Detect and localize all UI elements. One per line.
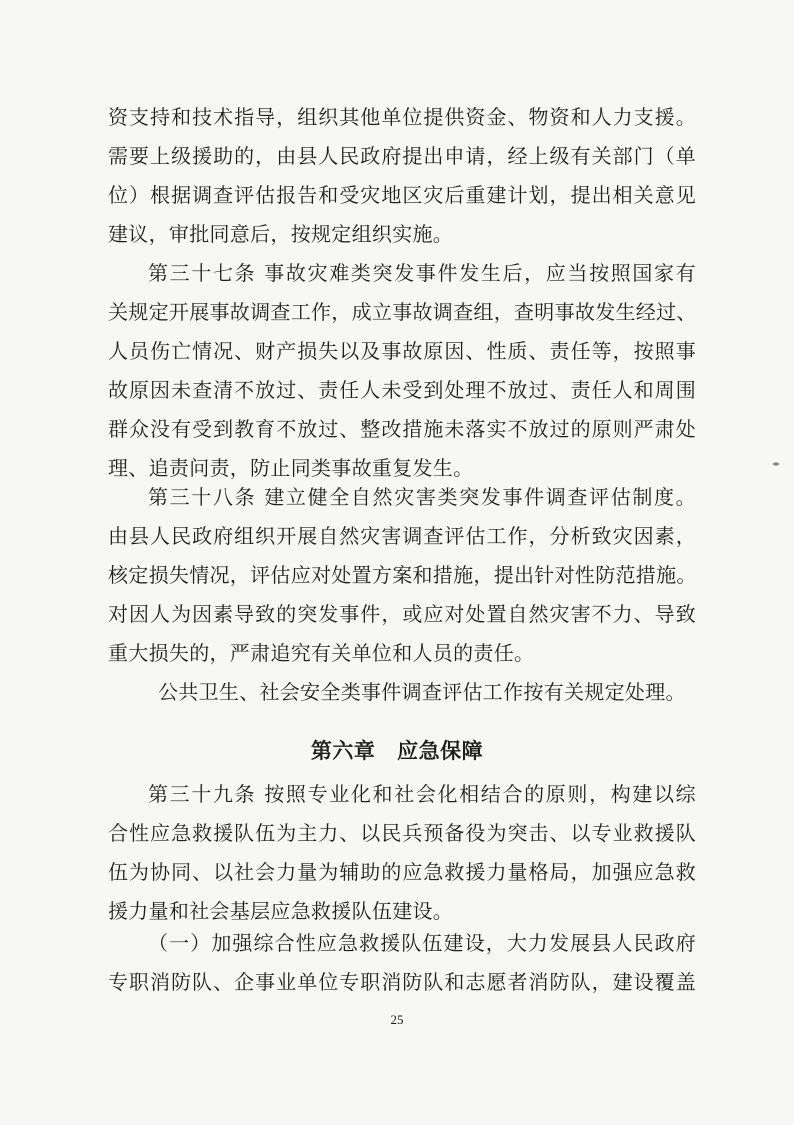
text-line: 群众没有受到教育不放过、整改措施未落实不放过的原则严肃处 <box>108 417 696 441</box>
text-line: （一）加强综合性应急救援队伍建设，大力发展县人民政府 <box>148 931 696 955</box>
text-line: 故原因未查清不放过、责任人未受到处理不放过、责任人和周围 <box>108 378 696 402</box>
page-number: 25 <box>390 1012 404 1027</box>
text-line: 合性应急救援队伍为主力、以民兵预备役为突击、以专业救援队 <box>108 821 696 845</box>
text-line: 位）根据调查评估报告和受灾地区灾后重建计划，提出相关意见 <box>108 183 696 207</box>
article-38 <box>108 478 696 712</box>
scan-speck-icon <box>772 462 780 466</box>
text-line: 由县人民政府组织开展自然灾害调查评估工作，分析致灾因素， <box>108 524 696 548</box>
text-line: 专职消防队、企事业单位专职消防队和志愿者消防队，建设覆盖 <box>108 970 696 994</box>
article-39 <box>108 775 696 931</box>
text-line: 对因人为因素导致的突发事件，或应对处置自然灾害不力、导致 <box>108 602 696 626</box>
text-line: 重大损失的，严肃追究有关单位和人员的责任。 <box>108 641 535 665</box>
text-line: 援力量和社会基层应急救援队伍建设。 <box>108 899 454 923</box>
text-line: 伍为协同、以社会力量为辅助的应急救援力量格局，加强应急救 <box>108 860 696 884</box>
text-line: 人员伤亡情况、财产损失以及事故原因、性质、责任等，按照事 <box>108 339 696 363</box>
chapter-heading: 第六章 应急保障 <box>310 739 484 763</box>
article-37 <box>108 254 696 488</box>
text-line: 第三十七条 事故灾难类突发事件发生后，应当按照国家有 <box>148 261 696 285</box>
text-line: 公共卫生、社会安全类事件调查评估工作按有关规定处理。 <box>158 680 686 704</box>
text-line: 需要上级援助的，由县人民政府提出申请，经上级有关部门（单 <box>108 144 696 168</box>
text-line: 第三十九条 按照专业化和社会化相结合的原则，构建以综 <box>148 782 696 806</box>
item-1 <box>108 924 696 1002</box>
paragraph-aid-support <box>108 98 696 254</box>
text-line: 理、追责问责，防止同类事故重复发生。 <box>108 456 474 480</box>
text-line: 第三十八条 建立健全自然灾害类突发事件调查评估制度。 <box>148 485 696 509</box>
text-line: 关规定开展事故调查工作，成立事故调查组，查明事故发生经过、 <box>108 300 697 324</box>
text-line: 资支持和技术指导，组织其他单位提供资金、物资和人力支援。 <box>108 105 696 129</box>
text-line: 建议，审批同意后，按规定组织实施。 <box>108 222 454 246</box>
text-line: 核定损失情况，评估应对处置方案和措施，提出针对性防范措施。 <box>108 563 697 587</box>
